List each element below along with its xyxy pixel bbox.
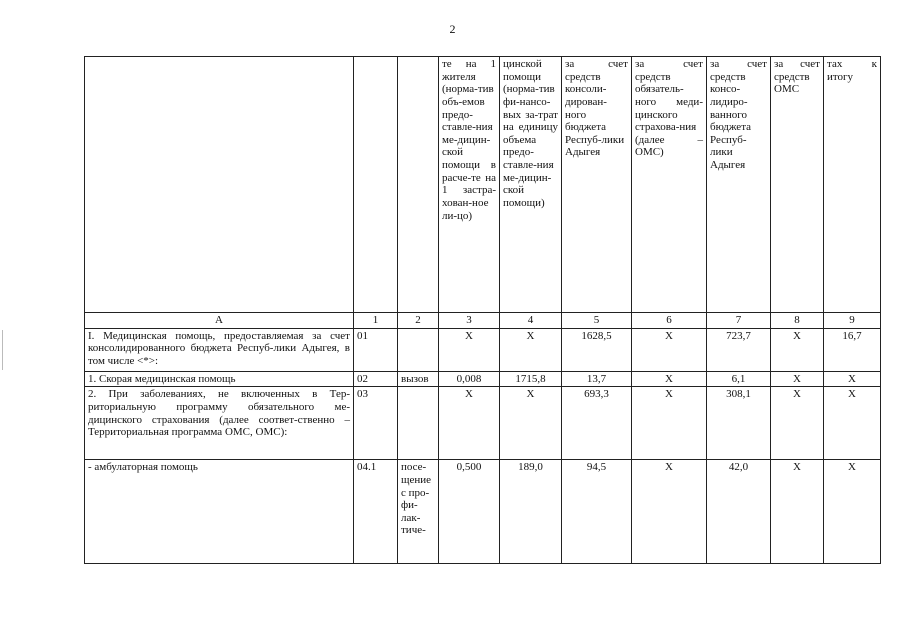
row-unit <box>398 387 439 460</box>
column-number: 8 <box>771 313 824 329</box>
table-header-row <box>85 57 881 313</box>
cell-col5: 94,5 <box>562 460 632 564</box>
row-name: 1. Скорая медицинская помощь <box>85 371 354 387</box>
cell-col6: X <box>632 328 707 371</box>
column-number: 1 <box>354 313 398 329</box>
cell-col6: X <box>632 371 707 387</box>
header-cell-5: за счет средств консоли-дирован-ного бюджета Респуб-лики Адыгея <box>562 57 632 313</box>
table-row <box>85 328 881 371</box>
column-number: 9 <box>824 313 881 329</box>
row-code: 03 <box>354 387 398 460</box>
cell-col8: X <box>771 328 824 371</box>
header-cell-6: за счет средств обязатель-ного меди-цинского страхова-ния (далее – ОМС) <box>632 57 707 313</box>
column-number-row <box>85 313 881 329</box>
table-row <box>85 371 881 387</box>
medical-care-table <box>84 56 881 564</box>
cell-col7: 6,1 <box>707 371 771 387</box>
cell-col9: X <box>824 460 881 564</box>
cell-col8: X <box>771 460 824 564</box>
cell-col9: X <box>824 371 881 387</box>
page-number: 2 <box>449 22 456 36</box>
header-cell-8: за счет средств ОМС <box>771 57 824 313</box>
column-number: 7 <box>707 313 771 329</box>
row-name: - амбулаторная помощь <box>85 460 354 564</box>
cell-col8: X <box>771 371 824 387</box>
cell-col4: X <box>500 387 562 460</box>
row-code: 01 <box>354 328 398 371</box>
table-row <box>85 387 881 460</box>
scan-edge-mark <box>2 330 3 370</box>
column-number: А <box>85 313 354 329</box>
cell-col5: 13,7 <box>562 371 632 387</box>
header-cell-7: за счет средств консо-лидиро-ванного бюджета Респуб-лики Адыгея <box>707 57 771 313</box>
header-cell-2 <box>398 57 439 313</box>
row-code: 02 <box>354 371 398 387</box>
cell-col7: 42,0 <box>707 460 771 564</box>
cell-col4: X <box>500 328 562 371</box>
cell-col5: 1628,5 <box>562 328 632 371</box>
cell-col7: 723,7 <box>707 328 771 371</box>
header-cell-a <box>85 57 354 313</box>
cell-col3: X <box>439 328 500 371</box>
column-number: 6 <box>632 313 707 329</box>
row-unit: вызов <box>398 371 439 387</box>
column-number: 5 <box>562 313 632 329</box>
row-code: 04.1 <box>354 460 398 564</box>
cell-col8: X <box>771 387 824 460</box>
cell-col7: 308,1 <box>707 387 771 460</box>
cell-col6: X <box>632 387 707 460</box>
column-number: 4 <box>500 313 562 329</box>
cell-col9: X <box>824 387 881 460</box>
cell-col5: 693,3 <box>562 387 632 460</box>
column-number: 2 <box>398 313 439 329</box>
row-unit <box>398 328 439 371</box>
cell-col4: 1715,8 <box>500 371 562 387</box>
cell-col9: 16,7 <box>824 328 881 371</box>
cell-col3: 0,500 <box>439 460 500 564</box>
column-number: 3 <box>439 313 500 329</box>
header-cell-9: тах к итогу <box>824 57 881 313</box>
cell-col4: 189,0 <box>500 460 562 564</box>
row-unit: посе-щение с про-фи-лак-тиче- <box>398 460 439 564</box>
header-cell-4: цинской помощи (норма-тив фи-нансо-вых за-трат на единицу объема предо-ставле-ния ме-дицин-ской помощи) <box>500 57 562 313</box>
cell-col3: 0,008 <box>439 371 500 387</box>
cell-col6: X <box>632 460 707 564</box>
header-cell-1 <box>354 57 398 313</box>
table-row <box>85 460 881 564</box>
header-cell-3: те на 1 жителя (норма-тив объ-емов предо-ставле-ния ме-дицин-ской помощи в расче-те на 1 застра-хован-ное ли-цо) <box>439 57 500 313</box>
row-name: I. Медицинская помощь, предоставляемая за счет консолидированного бюджета Респуб-лики Адыгея, в том числе <*>: <box>85 328 354 371</box>
row-name: 2. При заболеваниях, не включенных в Тер-риториальную программу обязательного ме-дицинского страхования (далее соответ-ственно – Территориальная программа ОМС, ОМС): <box>85 387 354 460</box>
cell-col3: X <box>439 387 500 460</box>
